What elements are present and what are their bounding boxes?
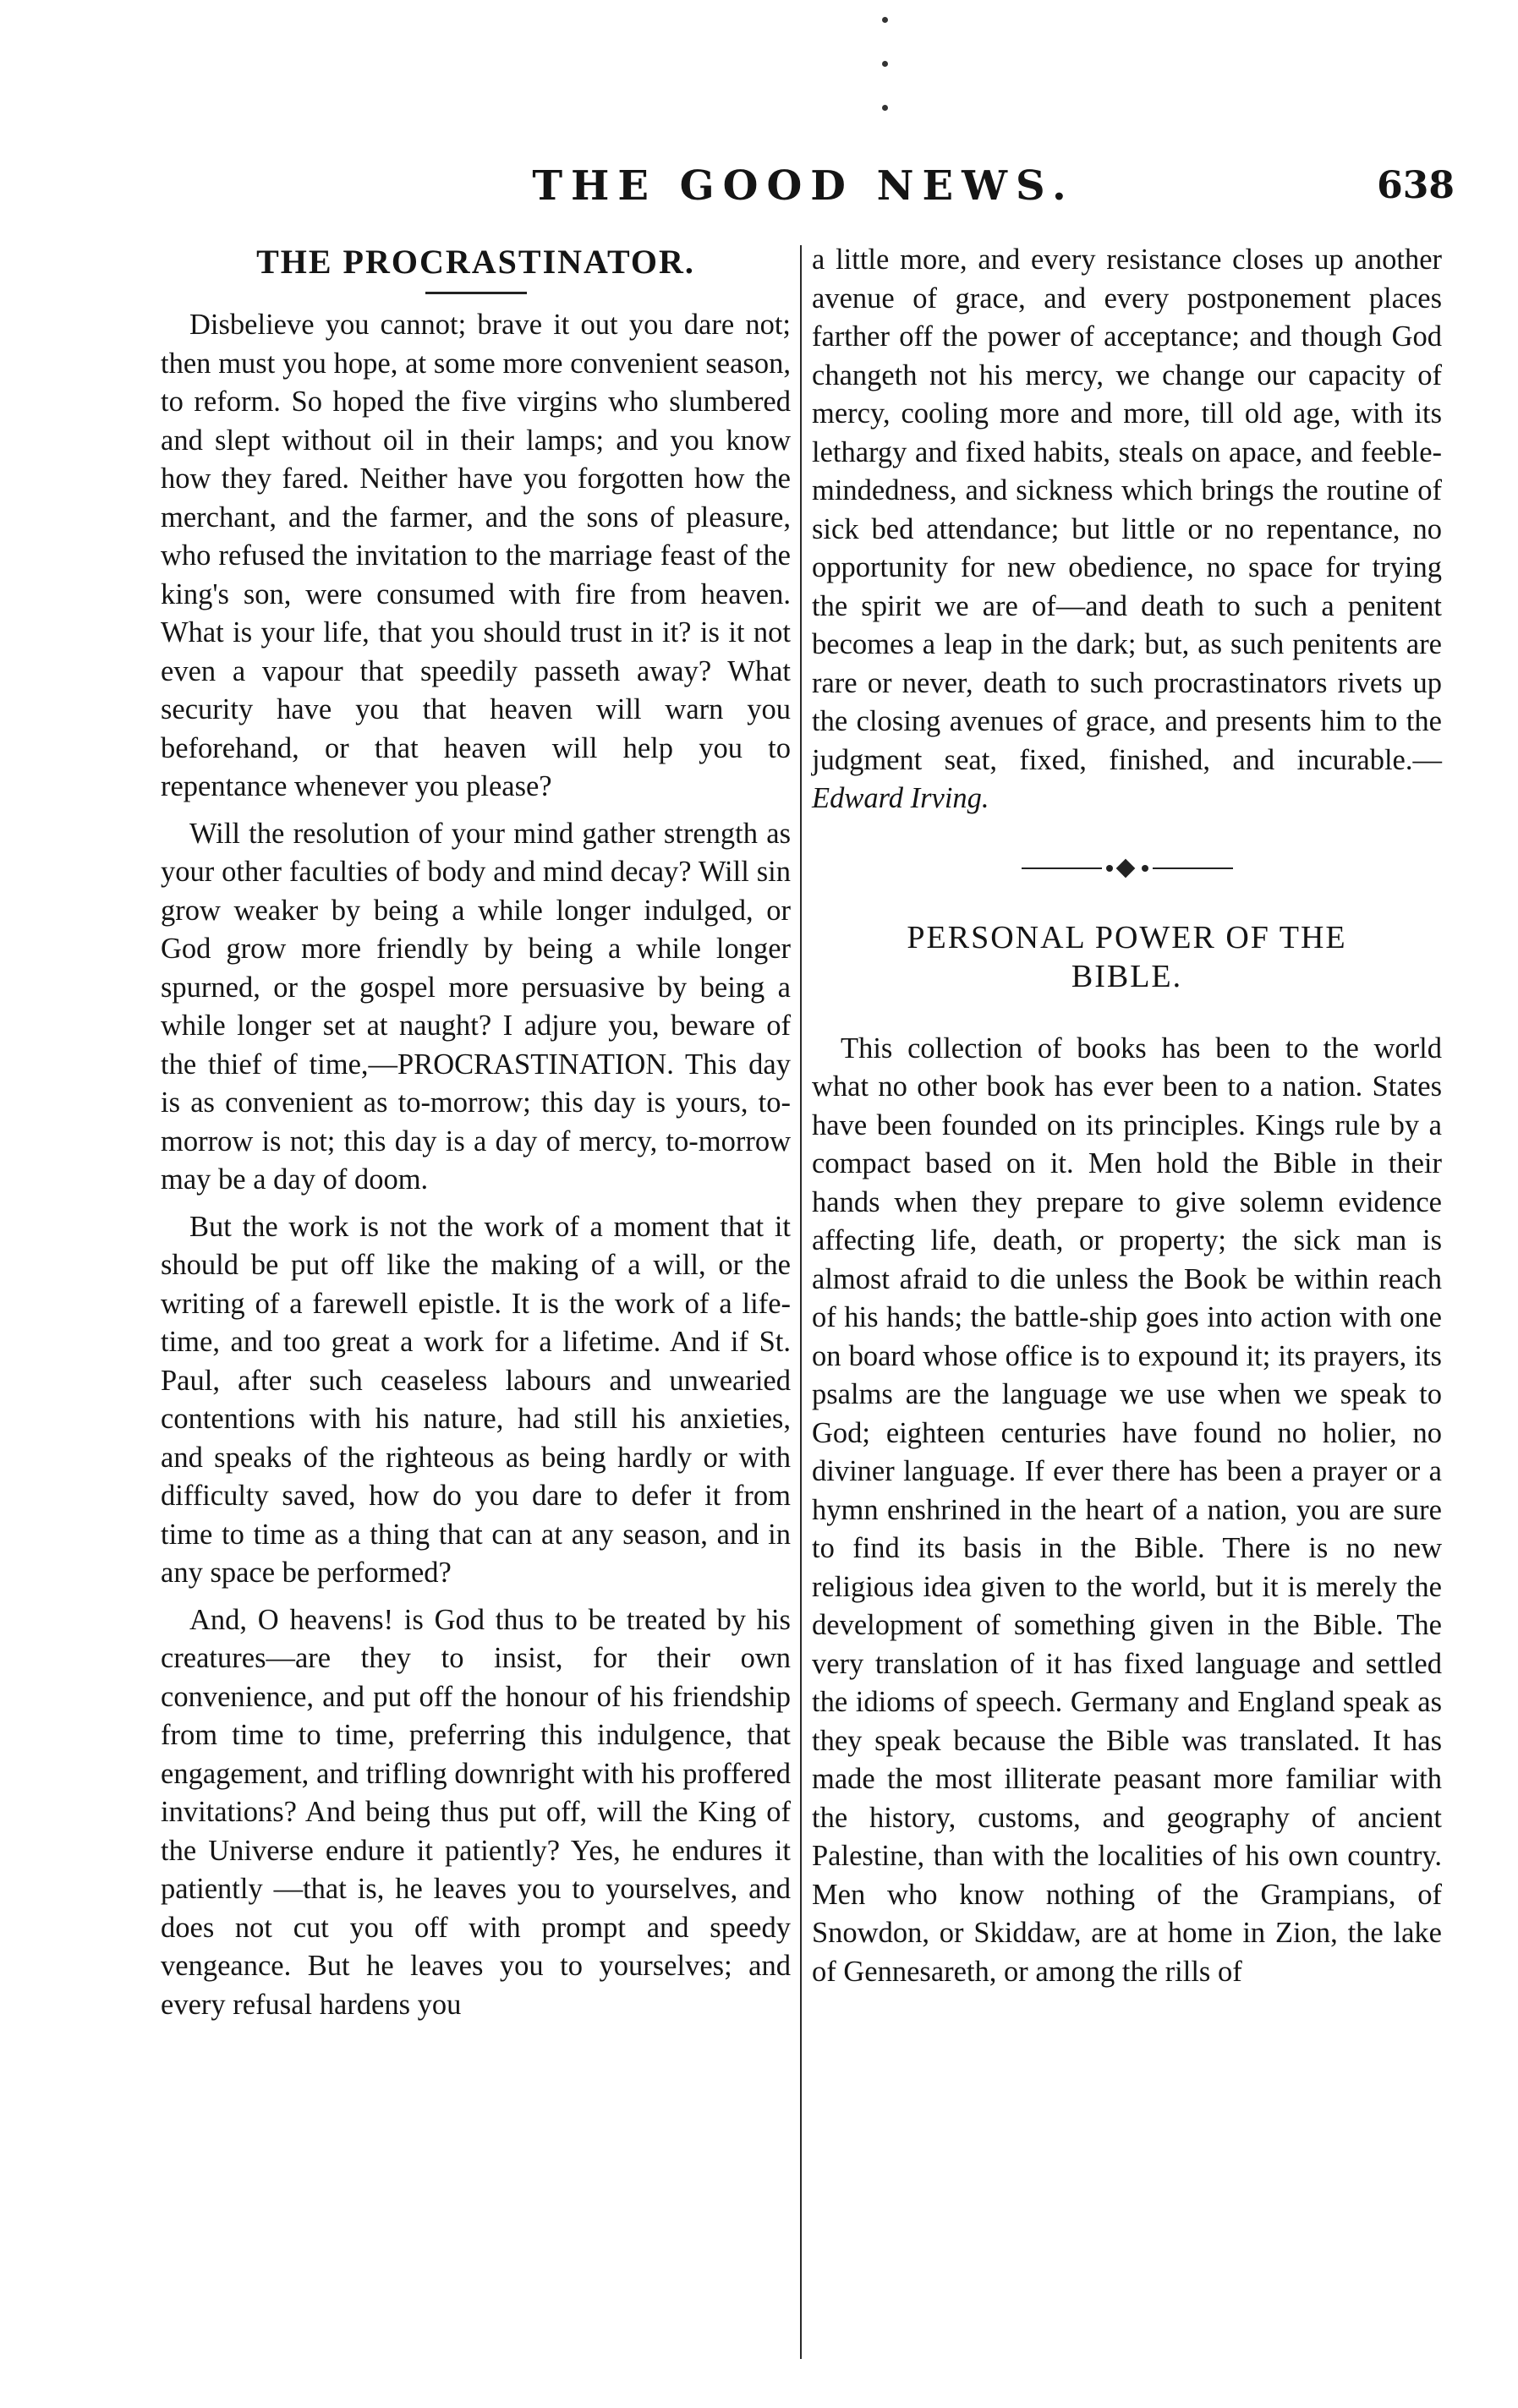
continued-text: a little more, and every resistance closes up another avenue of grace, and every postponement places farther off the power of acceptance; and though God changeth not his mercy, we change our capacity of mercy, cooling more and more, till old age, with its lethargy and fixed habits, steals on apace, and feeble-mindedness, and sickness which brings the routine of sick bed attendance; but little or no repentance, no opportunity for new obedience, no space for trying the spirit we are of—and death to such a penitent becomes a leap in the dark; but, as such penitents are rare or never, death to such procrastinators rivets up the closing avenues of grace, and presents him to the judgment seat, fixed, finished, and incurable.— bbox=[812, 244, 1442, 776]
ornament-diamond bbox=[1115, 858, 1135, 878]
author-signature: Edward Irving. bbox=[812, 782, 989, 814]
heading-rule bbox=[425, 292, 527, 294]
running-head bbox=[152, 162, 1455, 222]
section-ornament bbox=[1022, 859, 1233, 878]
left-column bbox=[161, 241, 791, 2024]
margin-dot bbox=[882, 61, 888, 67]
ornament-dot bbox=[1142, 865, 1148, 872]
publication-title: THE GOOD NEWS. bbox=[532, 162, 1075, 210]
ornament-dot bbox=[1106, 865, 1113, 872]
paragraph: But the work is not the work of a moment that it should be put off like the making of a will, or the writing of a farewell epistle. It is the work of a life-time, and too great a work for a lifetime. And if St. Paul, after such ceaseless labours and unwearied contentions with his nature, had still his anxieties, and speaks of the righteous as being hardly or with difficulty saved, how do you dare to defer it from time to time as a thing that can at any season, and in any space be performed? bbox=[161, 1210, 791, 1589]
heading-line: PERSONAL POWER OF THE bbox=[907, 919, 1347, 955]
article-heading-procrastinator: THE PROCRASTINATOR. bbox=[256, 243, 695, 281]
column-divider bbox=[800, 245, 802, 2359]
paragraph: This collection of books has been to the world what no other book has ever been to a nation. States have been founded on its principles. Kings rule by a compact based on it. Men hold the Bible in their hands when they prepare to give solemn evidence affecting life, death, or property; the sick man is almost afraid to die unless the Book be within reach of his hands; the battle-ship goes into action with one on board whose office is to expound it; its prayers, its psalms are the language we use when we speak to God; eighteen centuries have found no holier, no diviner language. If ever there has been a prayer or a hymn enshrined in the heart of a nation, you are sure to find its basis in the Bible. There is no new religious idea given to the world, but it is merely the development of something given in the Bible. The very translation of it has fixed language and settled the idioms of speech. Germany and England speak as they speak because the Bible was translated. It has made the most illiterate peasant more familiar with the history, customs, and geography of ancient Palestine, than with the localities of his own country. Men who know nothing of the Grampians, of Snowdon, or Skiddaw, are at home in Zion, the lake of Gennesareth, or among the rills of bbox=[812, 1032, 1442, 1988]
margin-dot bbox=[882, 17, 888, 23]
margin-dot bbox=[882, 105, 888, 111]
right-column bbox=[812, 241, 1442, 1991]
page-number: 638 bbox=[1377, 164, 1455, 207]
paragraph: And, O heavens! is God thus to be treated by his creatures—are they to insist, for their own convenience, and put off the honour of his friendship from time to time, preferring this indulgence, that engagement, and trifling downright with his proffered invitations? And being thus put off, will the King of the Universe endure it patiently? Yes, he endures it patiently —that is, he leaves you to yourselves, and does not cut you off with prompt and speedy vengeance. But he leaves you to yourselves; and every refusal hardens you bbox=[161, 1603, 791, 2021]
paragraph: Will the resolution of your mind gather strength as your other faculties of body and mind decay? Will sin grow weaker by being a while longer indulged, or God grow more friendly by being a while longer spurned, or the gospel more persuasive by being a while longer set at naught? I adjure you, beware of the thief of time,—PROCRASTINATION. This day is as convenient as to-morrow; this day is yours, to-morrow is not; this day is a day of mercy, to-morrow may be a day of doom. bbox=[161, 817, 791, 1196]
heading-line: BIBLE. bbox=[1071, 958, 1183, 994]
article-heading-bible bbox=[812, 918, 1442, 996]
margin-marks bbox=[880, 17, 891, 169]
paragraph: Disbelieve you cannot; brave it out you dare not; then must you hope, at some more convenient season, to reform. So hoped the five virgins who slumbered and slept without oil in their lamps; and you know how they fared. Neither have you forgotten how the merchant, and the farmer, and the sons of pleasure, who refused the invitation to the marriage feast of the king's son, were consumed with fire from heaven. What is your life, that you should trust in it? is it not even a vapour that speedily passeth away? What security have you that heaven will warn you beforehand, or that heaven will help you to repentance whenever you please? bbox=[161, 309, 791, 802]
ornament-line bbox=[1022, 867, 1102, 869]
continued-paragraph bbox=[812, 241, 1442, 818]
ornament-line bbox=[1153, 867, 1233, 869]
